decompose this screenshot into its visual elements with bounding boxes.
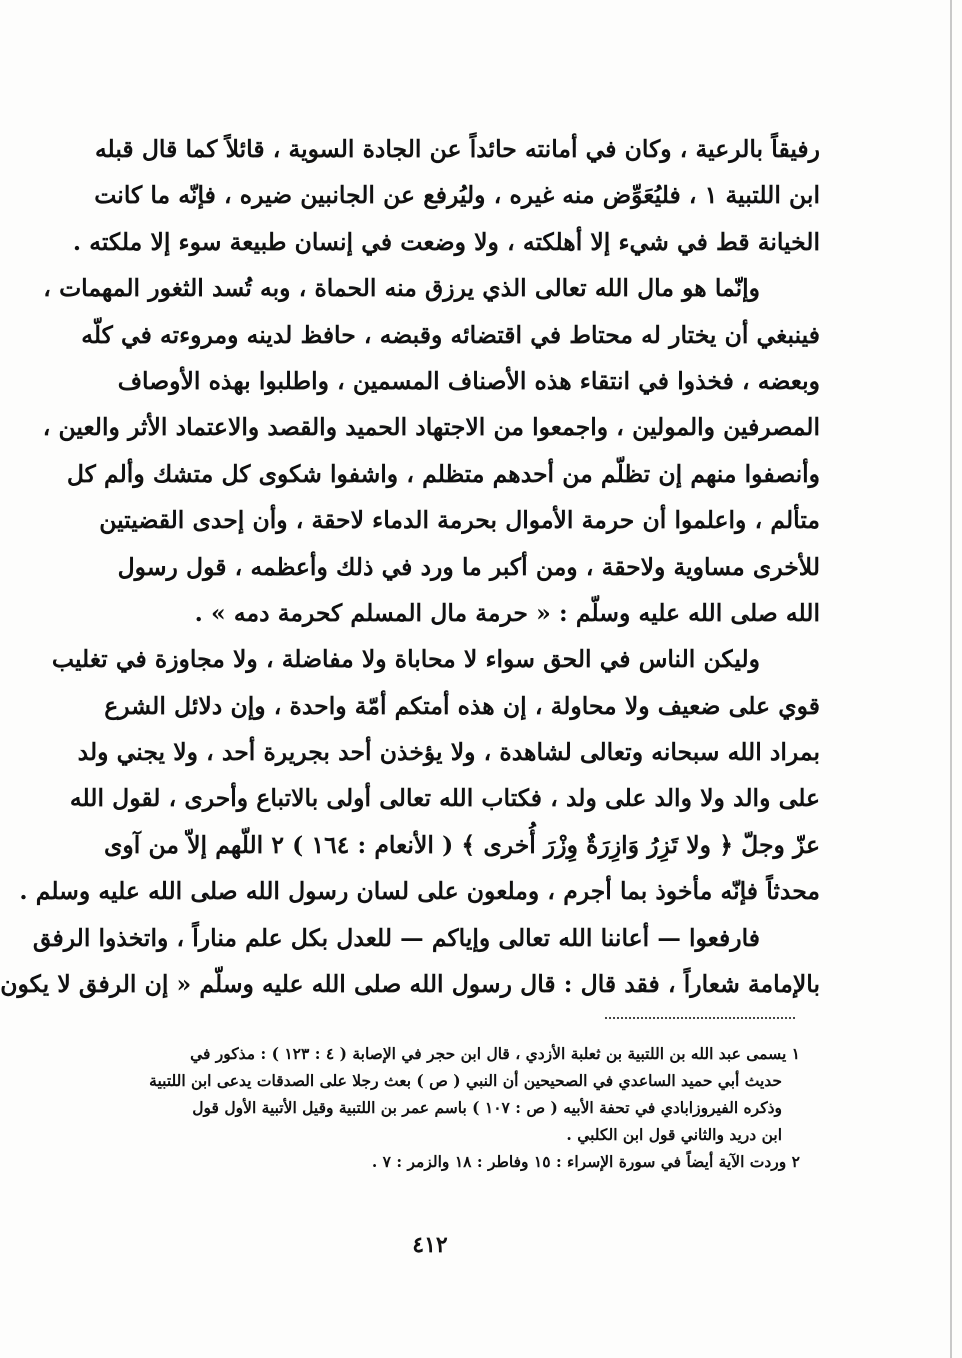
body-line: الله صلى الله عليه وسلّم : « حرمة مال المسلم كحرمة دمه » . [194, 598, 820, 627]
body-line: وبعضه ، فخذوا في انتقاء هذه الأصناف المسمين ، واطلبوا بهذه الأوصاف [117, 366, 820, 395]
footnote-line: ابن دريد والثاني قول ابن الكلبي . [566, 1125, 782, 1144]
body-line: بالإمامة شعاراً ، فقد قال : قال رسول الله صلى الله عليه وسلّم « إن الرفق لا يكون [0, 970, 820, 999]
body-line: الخيانة قط في شيء إلا أهلكته ، ولا وضعت في إنسان طبيعة سوء إلا ملكته . [72, 227, 820, 256]
footnote-line: ١ يسمى عبد الله بن اللتبية بن ثعلبة الأزدي ، قال ابن حجر في الإصابة ( ٤ : ١٢٣ ) : مذكور في [190, 1044, 800, 1063]
page-number: ٤١٢ [412, 1232, 448, 1258]
body-line: وإنّما هو مال الله تعالى الذي يرزق منه الحماة ، وبه تُسد الثغور المهمات ، [43, 274, 760, 303]
footnote-separator [605, 1017, 795, 1019]
footnote-line: ٢ وردت الآية أيضاً في سورة الإسراء : ١٥ وفاطر : ١٨ والزمر : ٧ . [371, 1152, 800, 1171]
body-line: متألم ، واعلموا أن حرمة الأموال بحرمة الدماء لاحقة ، وأن إحدى القضيتين [99, 506, 820, 535]
body-line: المصرفين والمولين ، واجمعوا من الاجتهاد الحميد والقصد والاعتماد الأثر والعين ، [42, 413, 820, 442]
body-line: على والد ولا والد على ولد ، فكتاب الله تعالى أولى بالاتباع وأحرى ، لقول الله [69, 784, 820, 813]
footnote-line: وذكره الفيروزابادي في تحفة الأبيه ( ص : ١٠٧ ) باسم عمر بن اللتبية وقيل الأتبية الأول قول [192, 1098, 782, 1117]
body-line: ابن اللتبية ١ ، فليُعَوِّض منه غيره ، وليُرفع عن الجانبين ضيره ، فإنّه ما كانت [94, 181, 820, 210]
body-line: بمراد الله سبحانه وتعالى لشاهدة ، ولا يؤخذن أحد بجريرة أحد ، ولا يجني ولد [77, 738, 820, 767]
footnotes [149, 1040, 800, 1175]
body-line: فينبغي أن يختار له محتاط في اقتضائه وقبضه ، حافظ لدينه ومروءته في كلّه [81, 320, 820, 349]
body-text [0, 126, 820, 1007]
body-line: وليكن الناس في الحق سواء لا محاباة ولا مفاضلة ، ولا مجاوزة في تغليب [51, 645, 760, 674]
body-line: محدثاً فإنّه مأخوذ بما أجرم ، وملعون على لسان رسول الله صلى الله عليه وسلم . [19, 877, 820, 906]
body-line: فارفعوا — أعاننا الله تعالى وإياكم — للعدل بكل علم مناراً ، واتخذوا الرفق [32, 923, 760, 952]
body-line: رفيقاً بالرعية ، وكان في أمانته حائداً عن الجادة السوية ، قائلاً كما قال قبله [94, 135, 820, 163]
body-line: للأخرى مساوية ولاحقة ، ومن أكبر ما ورد في ذلك وأعظمه ، قول رسول [117, 552, 820, 581]
body-line: وأنصفوا منهم إن تظلّم من أحدهم متظلم ، واشفوا شكوى كل متشك وألم كل [66, 459, 820, 488]
page-edge [950, 0, 952, 1358]
body-line: قوي على ضعيف ولا محاولة ، إن هذه أمتكم أمّة واحدة ، وإن دلائل الشرع [104, 691, 820, 720]
body-line: عزّ وجلّ ﴿ ولا تَزِرُ وَازِرَةٌ وِزْرَ أُخرى ﴾ ( الأنعام : ١٦٤ ) ٢ اللّهم إلاّ من آوى [104, 830, 820, 859]
footnote-line: حديث أبي حميد الساعدي في الصحيحين أن النبي ( ص ) بعث رجلا على الصدقات يدعى ابن اللتبية [149, 1071, 782, 1090]
